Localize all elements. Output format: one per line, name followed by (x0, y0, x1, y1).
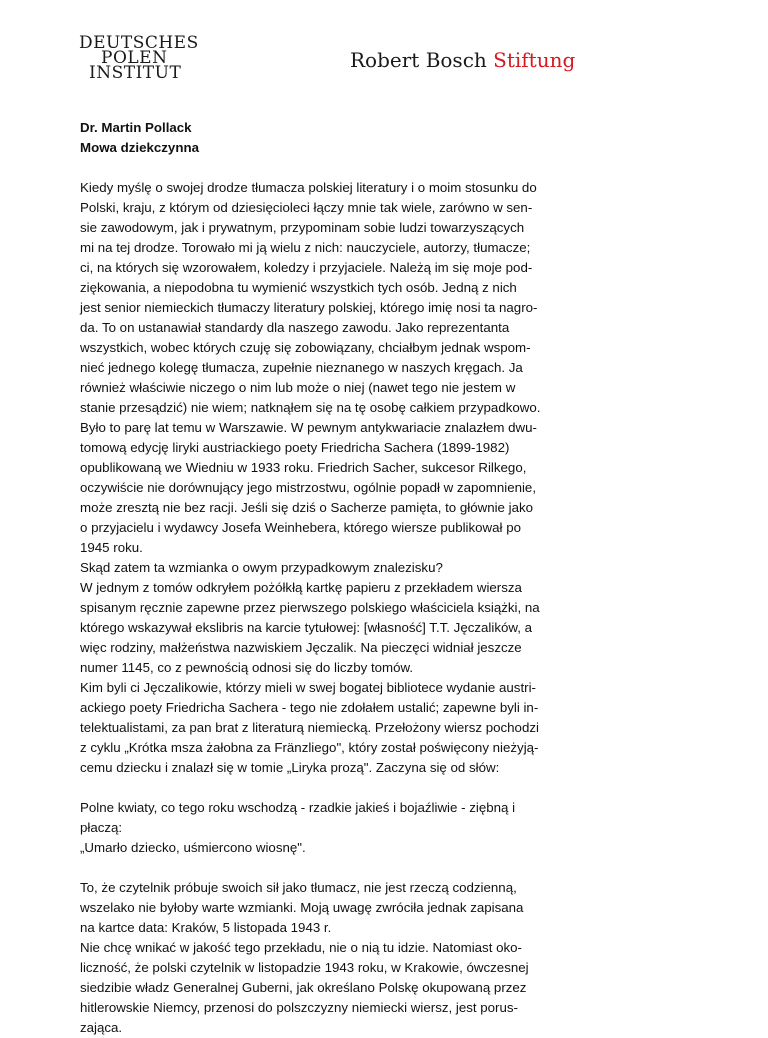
text-line: oczywiście nie dorównujący jego mistrzostwu, ogólnie popadł w zapomnienie, (80, 480, 537, 495)
text-line: da. To on ustanawiał standardy dla naszego zawodu. Jako reprezentanta (80, 320, 510, 335)
document-body (80, 118, 680, 1038)
text-line: Polski, kraju, z którym od dziesięcioleci łączy mnie tak wiele, zarówno w sen- (80, 200, 533, 215)
text-line: Skąd zatem ta wzmianka o owym przypadkowym znalezisku? (80, 560, 443, 575)
text-line: W jednym z tomów odkryłem pożółkłą kartkę papieru z przekładem wiersza (80, 580, 522, 595)
text-line: siedzibie władz Generalnej Guberni, jak określano Polskę okupowaną przez (80, 980, 527, 995)
text-line: wszelako nie byłoby warte wzmianki. Moją uwagę zwróciła jednak zapisana (80, 900, 524, 915)
text-line: sie zawodowym, jak i prywatnym, przypominam sobie ludzi towarzyszących (80, 220, 525, 235)
paragraph-1 (80, 178, 680, 778)
text-line: więc rodziny, małżeństwa nazwiskiem Jęczalik. Na pieczęci widniał jeszcze (80, 640, 522, 655)
text-line: hitlerowskie Niemcy, przenosi do polszczyzny niemiecki wiersz, jest porus- (80, 1000, 518, 1015)
text-line: na kartce data: Kraków, 5 listopada 1943 r. (80, 920, 332, 935)
text-line: Było to parę lat temu w Warszawie. W pewnym antykwariacie znalazłem dwu- (80, 420, 537, 435)
text-line: telektualistami, za pan brat z literaturą niemiecką. Przełożony wiersz pochodzi (80, 720, 539, 735)
text-line: To, że czytelnik próbuje swoich sił jako tłumacz, nie jest rzeczą codzienną, (80, 880, 517, 895)
text-line: ziękowania, a niepodobna tu wymienić wszystkich tych osób. Jedną z nich (80, 280, 517, 295)
text-line: Kiedy myślę o swojej drodze tłumacza polskiej literatury i o moim stosunku do (80, 180, 537, 195)
text-line: numer 1145, co z pewnością odnosi się do liczby tomów. (80, 660, 414, 675)
deutsches-polen-institut-logo (79, 33, 199, 83)
text-line: opublikowaną we Wiedniu w 1933 roku. Friedrich Sacher, sukcesor Rilkego, (80, 460, 527, 475)
text-line: wszystkich, wobec których czuję się zobowiązany, chciałbym jednak wspom- (80, 340, 531, 355)
document-title: Mowa dziekczynna (80, 140, 199, 155)
text-line: Nie chcę wnikać w jakość tego przekładu, nie o nią tu idzie. Natomiast oko- (80, 940, 522, 955)
robert-bosch-stiftung-logo (350, 48, 575, 72)
text-line: Polne kwiaty, co tego roku wschodzą - rzadkie jakieś i bojaźliwie - ziębną i (80, 800, 516, 815)
text-line: również właściwie niczego o nim lub może o niej (nawet tego nie jestem w (80, 380, 516, 395)
text-line: nieć jednego kolegę tłumacza, zupełnie nieznanego w naszych kręgach. Ja (80, 360, 523, 375)
text-line: o przyjacielu i wydawcy Josefa Weinhebera, którego wiersze publikował po (80, 520, 521, 535)
logo-line-1: DEUTSCHES (79, 33, 199, 53)
logo-line-3: INSTITUT (89, 63, 182, 83)
text-line: liczność, że polski czytelnik w listopadzie 1943 roku, w Krakowie, ówczesnej (80, 960, 529, 975)
text-line: ci, na których się wzorowałem, koledzy i przyjaciele. Należą im się moje pod- (80, 260, 533, 275)
text-line: z cyklu „Krótka msza żałobna za Fränzliego", który został poświęcony nieżyją- (80, 740, 539, 755)
text-line: cemu dziecku i znalazł się w tomie „Liryka prozą". Zaczyna się od słów: (80, 760, 500, 775)
text-line: którego wskazywał ekslibris na karcie tytułowej: [własność] T.T. Jęczalików, a (80, 620, 533, 635)
text-line: 1945 roku. (80, 540, 143, 555)
paragraph-3 (80, 878, 680, 1038)
text-line: stanie przesądzić) nie wiem; natknąłem się na tę osobę całkiem przypadkowo. (80, 400, 541, 415)
author-name: Dr. Martin Pollack (80, 120, 192, 135)
text-line: mi na tej drodze. Torowało mi ją wielu z nich: nauczyciele, autorzy, tłumacze; (80, 240, 531, 255)
text-line: Kim byli ci Jęczalikowie, którzy mieli w swej bogatej bibliotece wydanie austri- (80, 680, 536, 695)
paragraph-2-quote (80, 798, 680, 858)
text-line: „Umarło dziecko, uśmiercono wiosnę". (80, 840, 306, 855)
text-line: zająca. (80, 1020, 123, 1035)
bosch-name: Robert Bosch (350, 48, 487, 72)
bosch-stiftung: Stiftung (493, 48, 576, 72)
text-line: spisanym ręcznie zapewne przez pierwszego polskiego właściciela książki, na (80, 600, 540, 615)
text-line: tomową edycję liryki austriackiego poety Friedricha Sachera (1899-1982) (80, 440, 510, 455)
logo-line-2: POLEN (101, 48, 168, 68)
text-line: może zresztą nie bez racji. Jeśli się dziś o Sacherze pamięta, to głównie jako (80, 500, 534, 515)
text-line: jest senior niemieckich tłumaczy literatury polskiej, którego imię nosi ta nagro- (80, 300, 538, 315)
text-line: ackiego poety Friedricha Sachera - tego nie zdołałem ustalić; zapewne byli in- (80, 700, 539, 715)
text-line: płaczą: (80, 820, 123, 835)
